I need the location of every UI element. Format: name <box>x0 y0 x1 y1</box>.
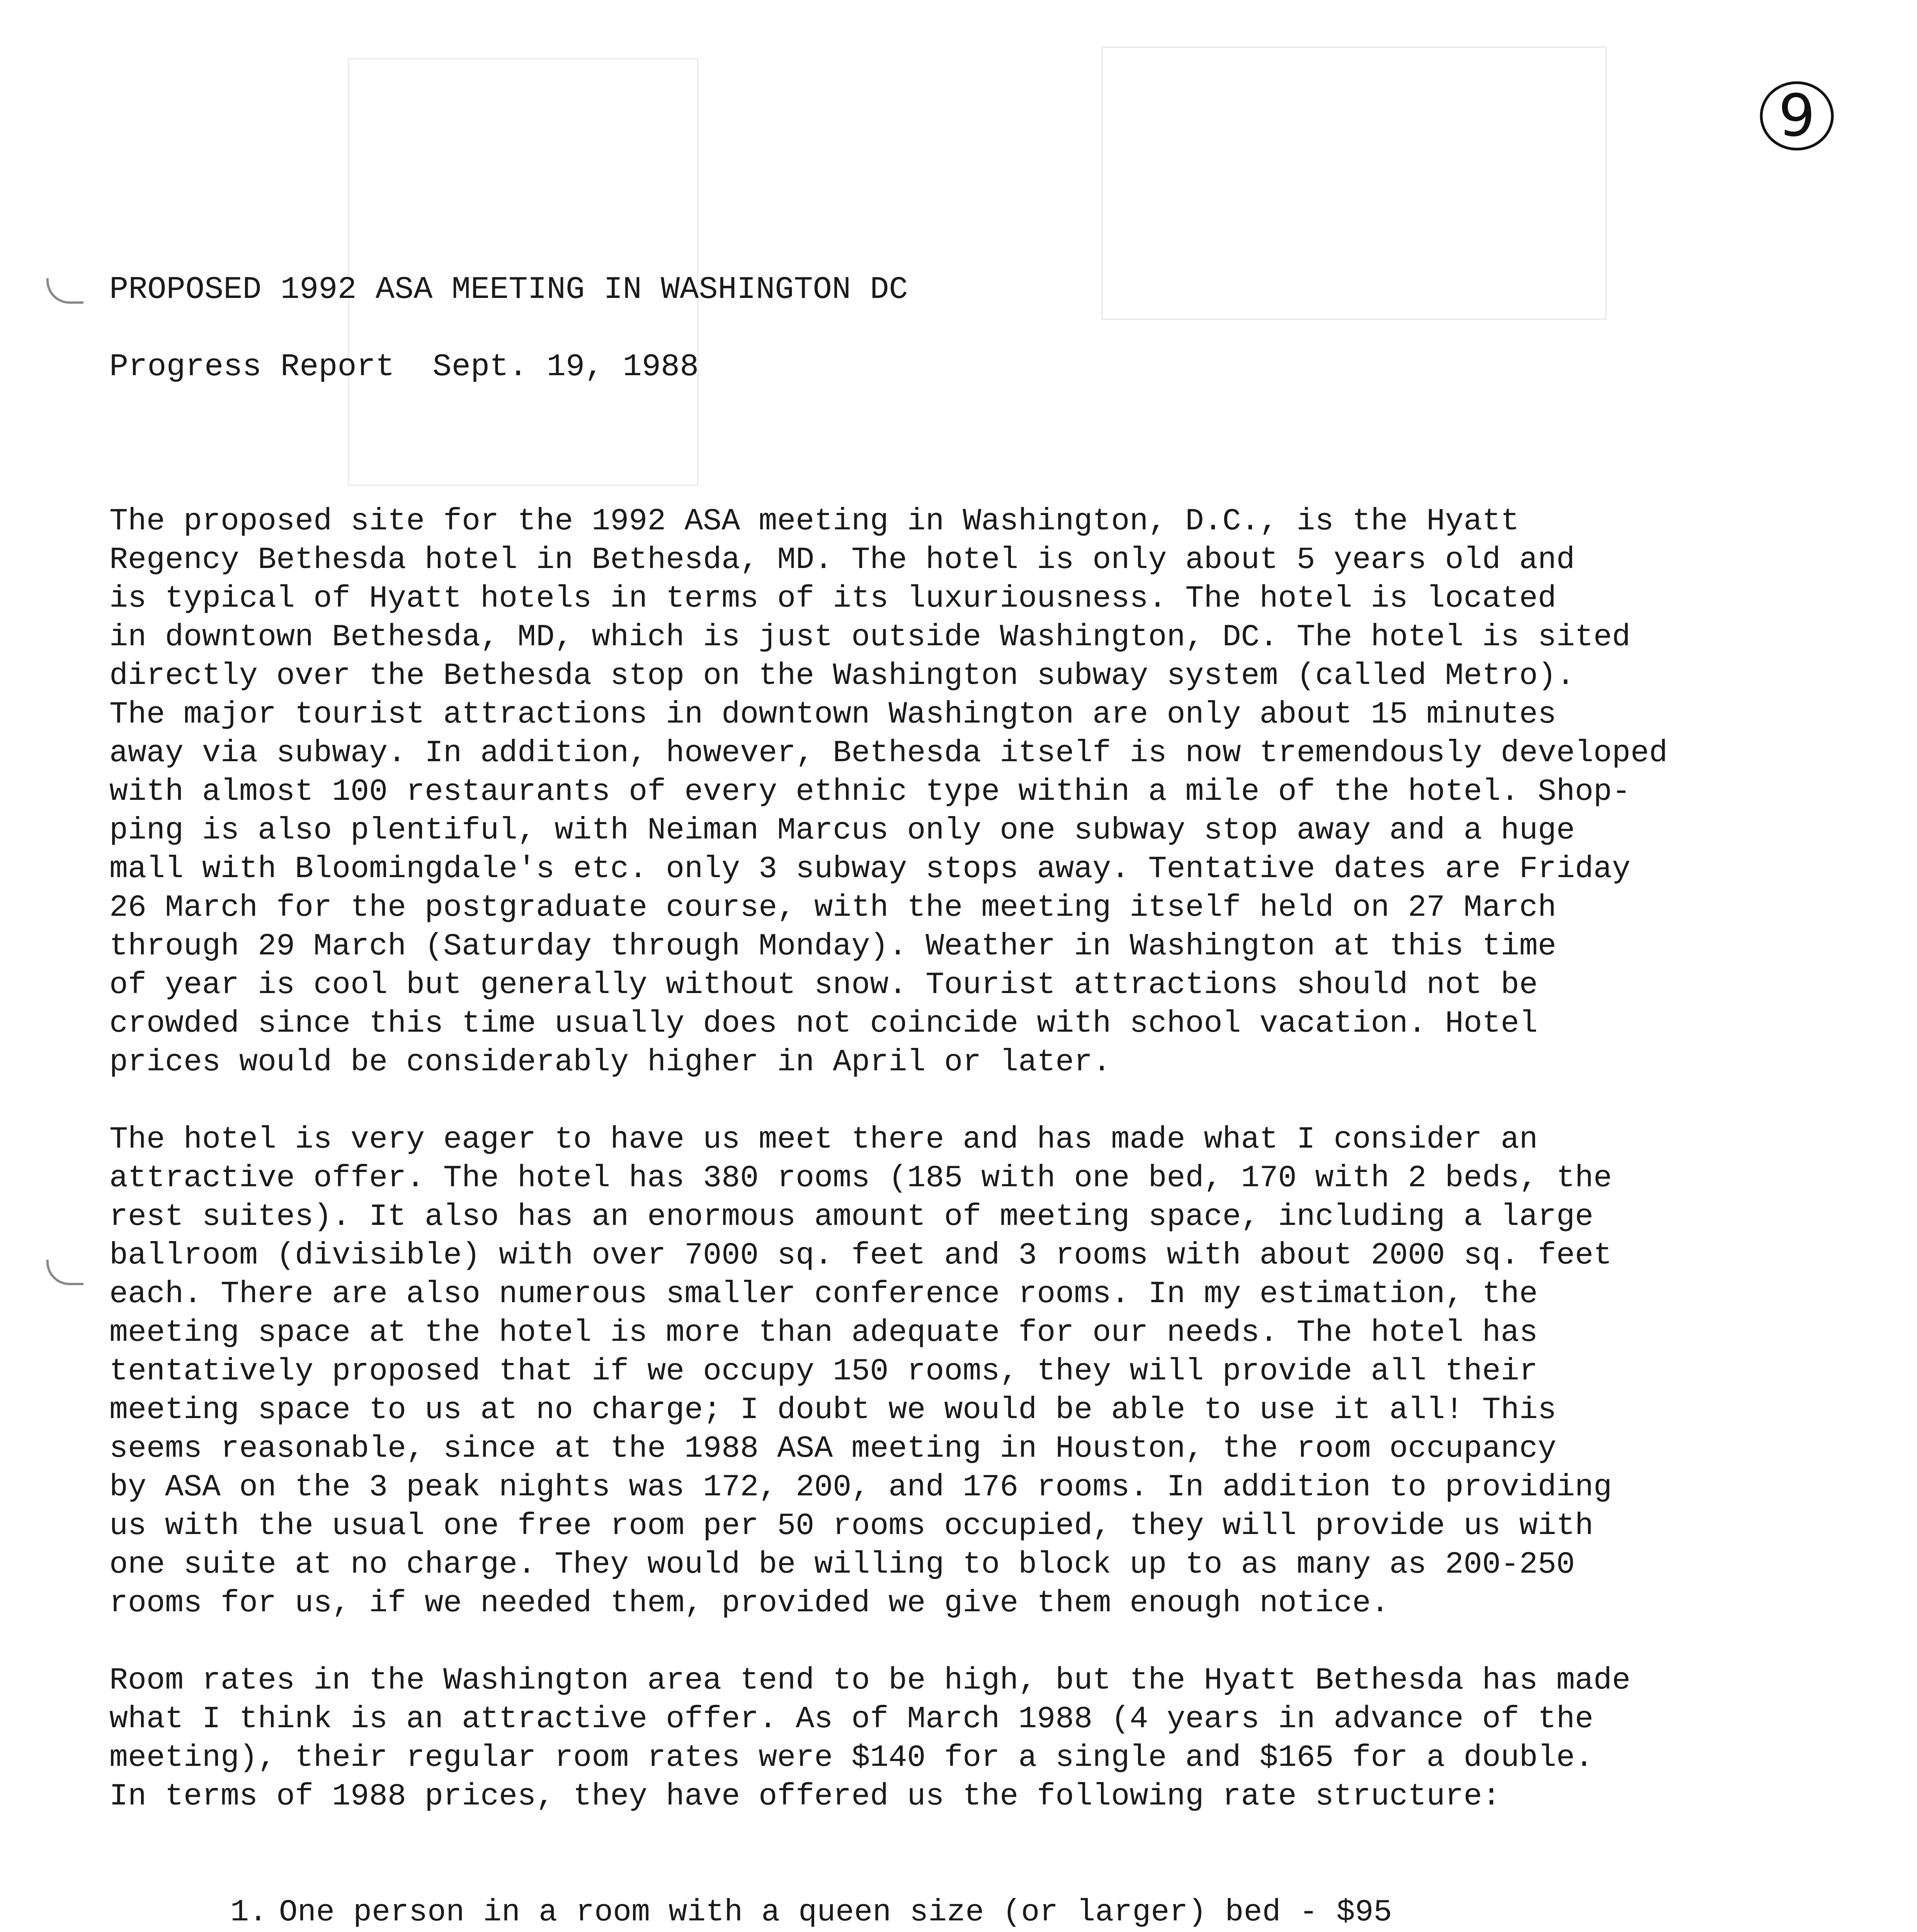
text-line: is typical of Hyatt hotels in terms of its luxuriousness. The hotel is located <box>109 581 1556 616</box>
list-item-text: One person in a room with a queen size (or larger) bed - $95 <box>279 1895 1392 1930</box>
document-title: PROPOSED 1992 ASA MEETING IN WASHINGTON DC <box>109 272 908 308</box>
list-item <box>147 1893 1281 1932</box>
text-line: of year is cool but generally without snow. Tourist attractions should not be <box>109 968 1538 1003</box>
scan-bleed-frame <box>1101 46 1607 320</box>
text-line: attractive offer. The hotel has 380 rooms (185 with one bed, 170 with 2 beds, the <box>109 1161 1612 1196</box>
page-number: 9 <box>1778 82 1815 150</box>
text-line: seems reasonable, since at the 1988 ASA meeting in Houston, the room occupancy <box>109 1431 1556 1466</box>
text-line: Room rates in the Washington area tend to be high, but the Hyatt Bethesda has made <box>109 1663 1631 1698</box>
text-line: The proposed site for the 1992 ASA meeting in Washington, D.C., is the Hyatt <box>109 504 1519 539</box>
text-line: us with the usual one free room per 50 rooms occupied, they will provide us with <box>109 1509 1594 1544</box>
text-line: crowded since this time usually does not coincide with school vacation. Hotel <box>109 1006 1538 1041</box>
text-line: ping is also plentiful, with Neiman Marcus only one subway stop away and a huge <box>109 813 1575 848</box>
text-line: 26 March for the postgraduate course, with the meeting itself held on 27 March <box>109 890 1556 925</box>
page-number-circle <box>1758 77 1835 155</box>
text-line: ballroom (divisible) with over 7000 sq. feet and 3 rooms with about 2000 sq. feet <box>109 1238 1612 1273</box>
margin-punch-mark <box>46 1260 83 1285</box>
text-line: each. There are also numerous smaller conference rooms. In my estimation, the <box>109 1277 1538 1312</box>
document-subtitle: Progress Report Sept. 19, 1988 <box>109 349 699 385</box>
text-line: rooms for us, if we needed them, provided we give them enough notice. <box>109 1586 1390 1621</box>
margin-punch-mark <box>46 278 83 304</box>
text-line: directly over the Bethesda stop on the Washington subway system (called Metro). <box>109 658 1575 694</box>
text-line: rest suites). It also has an enormous amount of meeting space, including a large <box>109 1199 1594 1235</box>
text-line: with almost 100 restaurants of every ethnic type within a mile of the hotel. Shop- <box>109 774 1631 810</box>
text-line: prices would be considerably higher in April or later. <box>109 1045 1111 1080</box>
text-line: what I think is an attractive offer. As of March 1988 (4 years in advance of the <box>109 1702 1594 1737</box>
text-line: In terms of 1988 prices, they have offered us the following rate structure: <box>109 1779 1501 1814</box>
text-line: The major tourist attractions in downtown Washington are only about 15 minutes <box>109 697 1556 732</box>
text-line: mall with Bloomingdale's etc. only 3 subway stops away. Tentative dates are Friday <box>109 852 1631 887</box>
text-line: meeting space to us at no charge; I doubt we would be able to use it all! This <box>109 1393 1556 1428</box>
text-line: Regency Bethesda hotel in Bethesda, MD. The hotel is only about 5 years old and <box>109 543 1575 578</box>
text-line: by ASA on the 3 peak nights was 172, 200, and 176 rooms. In addition to providing <box>109 1470 1612 1505</box>
text-line: in downtown Bethesda, MD, which is just outside Washington, DC. The hotel is sited <box>109 620 1631 655</box>
text-line: away via subway. In addition, however, Bethesda itself is now tremendously developed <box>109 736 1668 771</box>
list-item-number: 1. <box>230 1895 268 1930</box>
text-line: meeting space at the hotel is more than adequate for our needs. The hotel has <box>109 1315 1538 1350</box>
text-line: through 29 March (Saturday through Monday). Weather in Washington at this time <box>109 929 1556 964</box>
text-line: meeting), their regular room rates were $140 for a single and $165 for a double. <box>109 1740 1594 1776</box>
text-line: tentatively proposed that if we occupy 150 rooms, they will provide all their <box>109 1354 1538 1389</box>
text-line: one suite at no charge. They would be willing to block up to as many as 200-250 <box>109 1547 1575 1582</box>
text-line: The hotel is very eager to have us meet there and has made what I consider an <box>109 1122 1538 1157</box>
